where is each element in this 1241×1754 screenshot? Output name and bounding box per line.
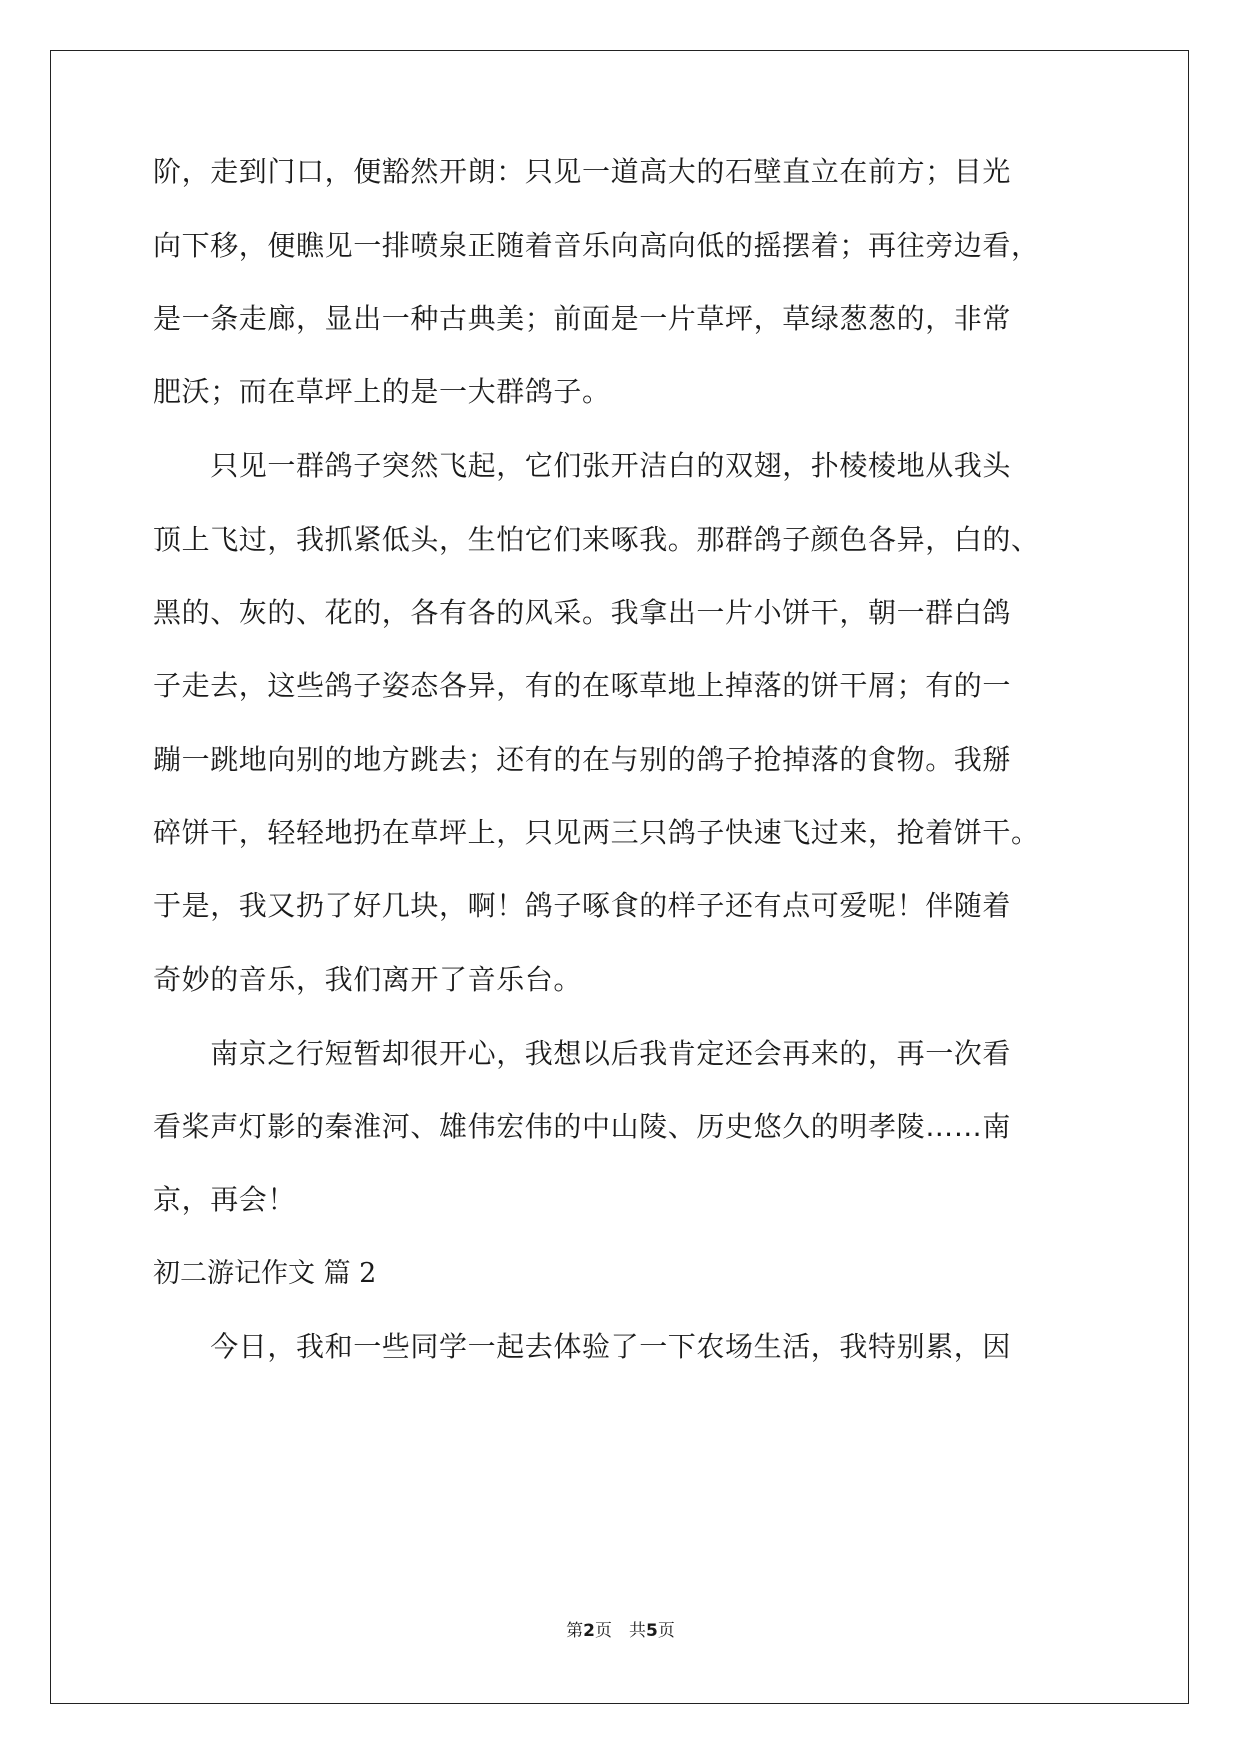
text-line: 子走去，这些鸽子姿态各异，有的在啄草地上掉落的饼干屑；有的一 bbox=[153, 669, 1012, 702]
text-line: 于是，我又扔了好几块，啊！鸽子啄食的样子还有点可爱呢！伴随着 bbox=[153, 889, 1012, 922]
text-line: 顶上飞过，我抓紧低头，生怕它们来啄我。那群鸽子颜色各异，白的、 bbox=[153, 523, 1040, 556]
text-line: 向下移，便瞧见一排喷泉正随着音乐向高向低的摇摆着；再往旁边看， bbox=[153, 229, 1040, 262]
text-line: 南京之行短暂却很开心，我想以后我肯定还会再来的，再一次看 bbox=[153, 1037, 1012, 1070]
footer-page-number: 2 bbox=[583, 1621, 595, 1641]
page-footer bbox=[0, 1616, 1241, 1641]
text-line: 只见一群鸽子突然飞起，它们张开洁白的双翅，扑棱棱地从我头 bbox=[153, 449, 1012, 482]
text-line: 阶，走到门口，便豁然开朗：只见一道高大的石壁直立在前方；目光 bbox=[153, 155, 1012, 188]
section-heading: 初二游记作文 篇 2 bbox=[153, 1258, 377, 1289]
footer-suffix: 页 bbox=[657, 1621, 675, 1641]
text-line: 看桨声灯影的秦淮河、雄伟宏伟的中山陵、历史悠久的明孝陵……南 bbox=[153, 1110, 1012, 1143]
footer-page-total: 5 bbox=[646, 1621, 658, 1641]
text-line: 今日，我和一些同学一起去体验了一下农场生活，我特别累，因 bbox=[153, 1330, 1012, 1363]
text-line: 京，再会！ bbox=[153, 1183, 297, 1216]
text-line: 奇妙的音乐，我们离开了音乐台。 bbox=[153, 963, 583, 996]
text-line: 肥沃；而在草坪上的是一大群鸽子。 bbox=[153, 375, 611, 408]
text-line: 蹦一跳地向别的地方跳去；还有的在与别的鸽子抢掉落的食物。我掰 bbox=[153, 743, 1012, 776]
text-line: 碎饼干，轻轻地扔在草坪上，只见两三只鸽子快速飞过来，抢着饼干。 bbox=[153, 816, 1040, 849]
footer-mid: 页 共 bbox=[595, 1621, 646, 1641]
text-line: 黑的、灰的、花的，各有各的风采。我拿出一片小饼干，朝一群白鸽 bbox=[153, 596, 1012, 629]
footer-prefix: 第 bbox=[566, 1621, 584, 1641]
text-line: 是一条走廊，显出一种古典美；前面是一片草坪，草绿葱葱的，非常 bbox=[153, 302, 1012, 335]
